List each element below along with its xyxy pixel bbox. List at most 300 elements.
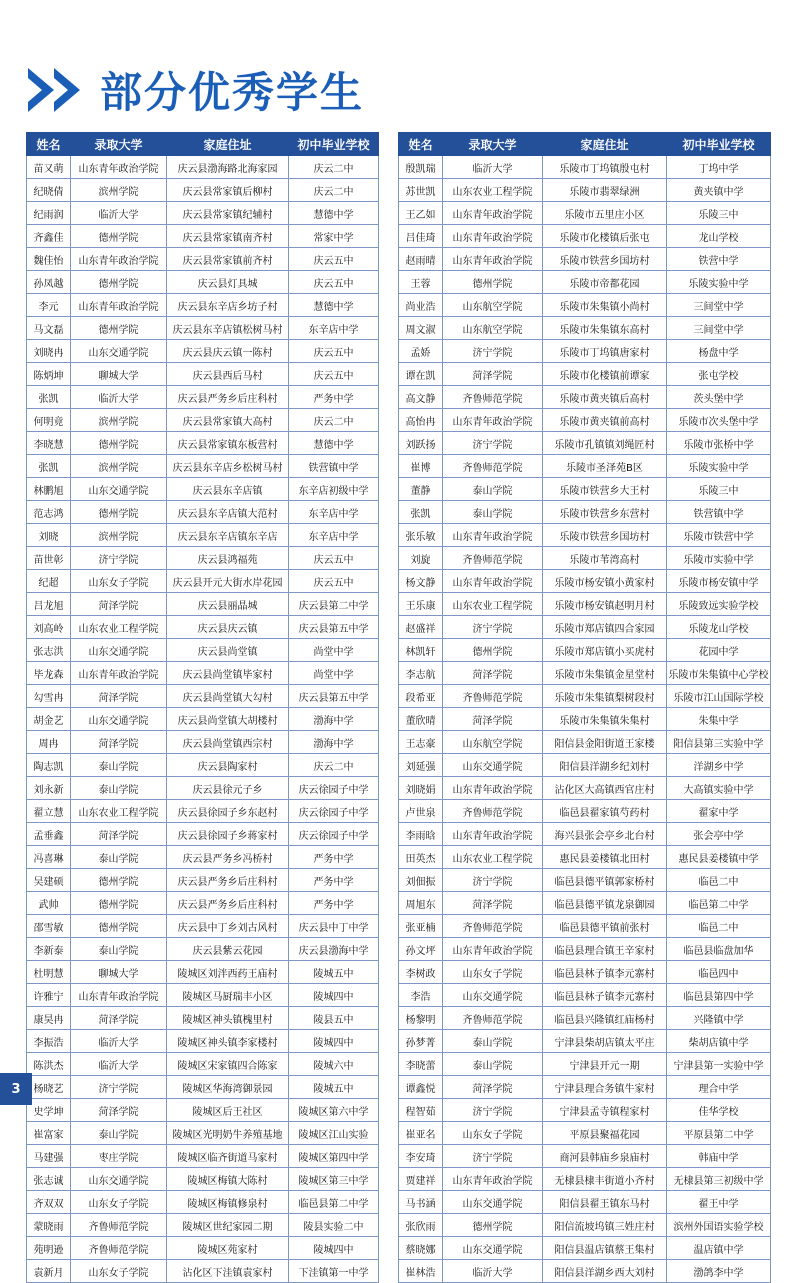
home-address: 庆云县尚堂镇大勾村 [167,685,289,708]
table-row [399,409,771,432]
middle-school: 慧德中学 [289,294,379,317]
middle-school: 临邑县第二中学 [289,1191,379,1214]
student-name: 贾建祥 [399,1168,443,1191]
university: 德州学院 [71,869,167,892]
table-row [399,1122,771,1145]
home-address: 庆云县陶家村 [167,754,289,777]
university: 泰山学院 [71,754,167,777]
home-address: 庆云县鸿福苑 [167,547,289,570]
home-address: 庆云县庆云镇一陈村 [167,340,289,363]
student-name: 张凯 [399,501,443,524]
table-row [27,823,379,846]
university: 齐鲁师范学院 [443,386,543,409]
student-name: 蒙晓雨 [27,1214,71,1237]
middle-school: 佳华学校 [667,1099,771,1122]
university: 菏泽学院 [71,685,167,708]
student-name: 齐鑫佳 [27,225,71,248]
university: 德州学院 [443,1214,543,1237]
student-table-right [398,132,771,1283]
university: 泰山学院 [443,478,543,501]
table-row [27,432,379,455]
middle-school: 庆云二中 [289,179,379,202]
middle-school: 常家中学 [289,225,379,248]
home-address: 乐陵市朱集镇小尚村 [543,294,667,317]
home-address: 乐陵市铁营乡东营村 [543,501,667,524]
table-row [399,1076,771,1099]
middle-school: 温店镇中学 [667,1237,771,1260]
university: 山东女子学院 [71,570,167,593]
table-row [27,1168,379,1191]
university: 山东青年政治学院 [443,570,543,593]
table-row [27,1191,379,1214]
table-row [399,777,771,800]
home-address: 阳信县洋湖乡西大刘村 [543,1260,667,1283]
table-row [399,984,771,1007]
university: 齐鲁师范学院 [443,685,543,708]
home-address: 庆云县渤海路北海家园 [167,156,289,179]
table-row [399,708,771,731]
middle-school: 庆云徐园子中学 [289,800,379,823]
home-address: 临邑县德平镇郭家桥村 [543,869,667,892]
student-name: 许雅宁 [27,984,71,1007]
student-name: 李振浩 [27,1030,71,1053]
middle-school: 临邑县临盘加华 [667,938,771,961]
middle-school: 庆云二中 [289,156,379,179]
home-address: 乐陵市铁营乡大王村 [543,478,667,501]
table-row [399,1214,771,1237]
table-row [399,639,771,662]
middle-school: 严务中学 [289,892,379,915]
home-address: 乐陵市杨安镇赵明月村 [543,593,667,616]
home-address: 乐陵市朱集镇东高村 [543,317,667,340]
university: 济宁学院 [71,1076,167,1099]
middle-school: 铁营镇中学 [289,455,379,478]
middle-school: 惠民县姜楼镇中学 [667,846,771,869]
university: 菏泽学院 [443,363,543,386]
student-name: 尚业浩 [399,294,443,317]
home-address: 乐陵市黄夹镇前高村 [543,409,667,432]
student-name: 刘高岭 [27,616,71,639]
university: 菏泽学院 [71,593,167,616]
home-address: 宁津县孟寺镇程家村 [543,1099,667,1122]
university: 山东女子学院 [443,961,543,984]
university: 山东交通学院 [443,1237,543,1260]
table-row [27,1237,379,1260]
student-name: 赵雨晴 [399,248,443,271]
student-name: 吕龙旭 [27,593,71,616]
table-row [399,869,771,892]
home-address: 惠民县姜楼镇北田村 [543,846,667,869]
university: 菏泽学院 [443,708,543,731]
university: 聊城大学 [71,961,167,984]
table-row [27,662,379,685]
university: 泰山学院 [71,1122,167,1145]
home-address: 庆云县常家镇前齐村 [167,248,289,271]
table-row [27,915,379,938]
home-address: 庆云县东辛店乡松树马村 [167,455,289,478]
table-row [399,800,771,823]
student-name: 武帅 [27,892,71,915]
home-address: 阳信县翟王镇东马村 [543,1191,667,1214]
university: 济宁学院 [443,1145,543,1168]
student-name: 马书涵 [399,1191,443,1214]
university: 泰山学院 [71,777,167,800]
table-row [399,271,771,294]
student-name: 李浩 [399,984,443,1007]
university: 济宁学院 [443,869,543,892]
student-name: 崔富家 [27,1122,71,1145]
student-name: 史学坤 [27,1099,71,1122]
home-address: 庆云县东辛店乡坊子村 [167,294,289,317]
middle-school: 乐陵致远实验学校 [667,593,771,616]
table-row [399,455,771,478]
university: 山东交通学院 [443,984,543,1007]
student-name: 王蓉 [399,271,443,294]
student-name: 杨晓艺 [27,1076,71,1099]
table-row [27,501,379,524]
header-middle-school: 初中毕业学校 [667,133,771,156]
university: 泰山学院 [443,1030,543,1053]
middle-school: 庆云五中 [289,570,379,593]
table-row [27,547,379,570]
home-address: 平原县聚福花园 [543,1122,667,1145]
home-address: 无棣县棣丰街道小齐村 [543,1168,667,1191]
table-row [27,179,379,202]
university: 山东青年政治学院 [443,524,543,547]
middle-school: 乐陵市次头堡中学 [667,409,771,432]
student-name: 苑明逊 [27,1237,71,1260]
home-address: 庆云县常家镇后柳村 [167,179,289,202]
table-row [399,938,771,961]
middle-school: 宁津县第一实验中学 [667,1053,771,1076]
university: 山东农业工程学院 [443,593,543,616]
home-address: 宁津县柴胡店镇太平庄 [543,1030,667,1053]
middle-school: 陵城六中 [289,1053,379,1076]
home-address: 陵城区华海湾御景园 [167,1076,289,1099]
university: 聊城大学 [71,363,167,386]
home-address: 庆云县尚堂镇毕家村 [167,662,289,685]
middle-school: 东辛店中学 [289,501,379,524]
student-name: 孙梦菁 [399,1030,443,1053]
university: 枣庄学院 [71,1145,167,1168]
table-row [399,202,771,225]
table-row [27,984,379,1007]
table-row [27,1007,379,1030]
table-row [399,179,771,202]
home-address: 庆云县庆云镇 [167,616,289,639]
table-row [27,1053,379,1076]
page-header [28,62,364,118]
home-address: 庆云县灯具城 [167,271,289,294]
university: 齐鲁师范学院 [71,1214,167,1237]
student-name: 刘旋 [399,547,443,570]
home-address: 庆云县常家镇纪辅村 [167,202,289,225]
student-name: 崔博 [399,455,443,478]
home-address: 阳信县金阳街道王家楼 [543,731,667,754]
table-row [399,225,771,248]
table-row [399,915,771,938]
table-row [399,616,771,639]
middle-school: 尚堂中学 [289,662,379,685]
university: 齐鲁师范学院 [443,915,543,938]
university: 德州学院 [443,639,543,662]
middle-school: 滨州外国语实验学校 [667,1214,771,1237]
student-name: 周旭东 [399,892,443,915]
student-name: 邵雪敏 [27,915,71,938]
middle-school: 乐陵市杨安镇中学 [667,570,771,593]
middle-school: 东辛店中学 [289,317,379,340]
middle-school: 东辛店初级中学 [289,478,379,501]
middle-school: 陵县实验二中 [289,1214,379,1237]
home-address: 临邑县德平镇前张村 [543,915,667,938]
home-address: 庆云县徐元子乡 [167,777,289,800]
table-row [399,1260,771,1283]
table-row [27,961,379,984]
university: 山东青年政治学院 [71,294,167,317]
middle-school: 张会亭中学 [667,823,771,846]
university: 山东农业工程学院 [443,179,543,202]
university: 泰山学院 [71,938,167,961]
middle-school: 庆云五中 [289,271,379,294]
table-row [399,731,771,754]
table-row [399,547,771,570]
table-row [399,432,771,455]
student-name: 刘永新 [27,777,71,800]
university: 菏泽学院 [443,662,543,685]
student-name: 孟垂鑫 [27,823,71,846]
middle-school: 东辛店中学 [289,524,379,547]
home-address: 庆云县徐园子乡蒋家村 [167,823,289,846]
student-name: 张乐敏 [399,524,443,547]
home-address: 乐陵市翡翠绿洲 [543,179,667,202]
student-name: 周文淑 [399,317,443,340]
middle-school: 临邑二中 [667,869,771,892]
university: 泰山学院 [443,501,543,524]
home-address: 临邑县德平镇龙泉御园 [543,892,667,915]
middle-school: 渤海中学 [289,708,379,731]
university: 济宁学院 [71,547,167,570]
table-row [27,685,379,708]
table-row [27,363,379,386]
middle-school: 庆云五中 [289,340,379,363]
table-row [27,777,379,800]
student-name: 张欣雨 [399,1214,443,1237]
home-address: 陵城区世纪家园二期 [167,1214,289,1237]
home-address: 乐陵市杨安镇小黄家村 [543,570,667,593]
university: 山东青年政治学院 [443,777,543,800]
table-row [27,1214,379,1237]
middle-school: 下洼镇第一中学 [289,1260,379,1283]
home-address: 商河县韩庙乡泉庙村 [543,1145,667,1168]
middle-school: 陵县五中 [289,1007,379,1030]
student-name: 李安琦 [399,1145,443,1168]
home-address: 陵城区神头镇李家楼村 [167,1030,289,1053]
home-address: 阳信县温店镇蔡王集村 [543,1237,667,1260]
middle-school: 杨盘中学 [667,340,771,363]
university: 山东航空学院 [443,317,543,340]
table-row [399,294,771,317]
student-name: 刘延强 [399,754,443,777]
table-row [27,1030,379,1053]
table-row [399,961,771,984]
university: 济宁学院 [443,1099,543,1122]
middle-school: 洋湖乡中学 [667,754,771,777]
middle-school: 黄夹镇中学 [667,179,771,202]
student-name: 吴建硕 [27,869,71,892]
student-name: 谭在凯 [399,363,443,386]
middle-school: 陵城四中 [289,1237,379,1260]
home-address: 庆云县开元大街水岸花园 [167,570,289,593]
university: 济宁学院 [443,340,543,363]
middle-school: 庆云县渤海中学 [289,938,379,961]
table-row [399,156,771,179]
home-address: 庆云县严务乡后庄科村 [167,386,289,409]
university: 泰山学院 [443,1053,543,1076]
table-row [27,938,379,961]
home-address: 宁津县理合务镇牛家村 [543,1076,667,1099]
home-address: 陵城区马厨瑞丰小区 [167,984,289,1007]
student-name: 王乐康 [399,593,443,616]
table-row [27,892,379,915]
header-middle-school: 初中毕业学校 [289,133,379,156]
middle-school: 乐陵实验中学 [667,455,771,478]
university: 德州学院 [71,432,167,455]
middle-school: 铁营中学 [667,248,771,271]
home-address: 乐陵市铁营乡国坊村 [543,524,667,547]
home-address: 乐陵市朱集镇梨树段村 [543,685,667,708]
middle-school: 丁坞中学 [667,156,771,179]
student-name: 纪超 [27,570,71,593]
university: 山东女子学院 [71,1191,167,1214]
home-address: 临邑县林子镇李元寨村 [543,984,667,1007]
middle-school: 陵城四中 [289,1030,379,1053]
university: 济宁学院 [443,432,543,455]
student-name: 程智茹 [399,1099,443,1122]
student-name: 齐双双 [27,1191,71,1214]
university: 山东交通学院 [71,478,167,501]
middle-school: 严务中学 [289,846,379,869]
middle-school: 乐陵三中 [667,478,771,501]
middle-school: 乐陵实验中学 [667,271,771,294]
university: 德州学院 [71,225,167,248]
middle-school: 庆云县中丁中学 [289,915,379,938]
student-name: 纪晓倩 [27,179,71,202]
home-address: 阳信县洋湖乡纪刘村 [543,754,667,777]
home-address: 乐陵市郑店镇四合家园 [543,616,667,639]
table-row [399,501,771,524]
university: 山东交通学院 [443,754,543,777]
table-row [27,639,379,662]
university: 菏泽学院 [71,1007,167,1030]
university: 德州学院 [71,915,167,938]
table-row [399,524,771,547]
university: 山东农业工程学院 [71,616,167,639]
table-row [27,340,379,363]
home-address: 沾化区下洼镇袁家村 [167,1260,289,1283]
home-address: 乐陵市苇湾高村 [543,547,667,570]
student-name: 冯喜琳 [27,846,71,869]
header-address: 家庭住址 [543,133,667,156]
home-address: 乐陵市郑店镇小买虎村 [543,639,667,662]
student-name: 胡金艺 [27,708,71,731]
student-name: 张亚楠 [399,915,443,938]
middle-school: 陵城五中 [289,1076,379,1099]
middle-school: 乐陵市实验中学 [667,547,771,570]
university: 德州学院 [71,892,167,915]
home-address: 临邑县理合镇王辛家村 [543,938,667,961]
table-row [27,1260,379,1283]
student-name: 崔亚名 [399,1122,443,1145]
home-address: 庆云县严务乡后庄科村 [167,892,289,915]
middle-school: 乐陵市江山国际学校 [667,685,771,708]
university: 山东青年政治学院 [443,938,543,961]
home-address: 乐陵市五里庄小区 [543,202,667,225]
student-name: 张志洪 [27,639,71,662]
middle-school: 乐陵三中 [667,202,771,225]
student-name: 李志航 [399,662,443,685]
table-row [399,1007,771,1030]
middle-school: 慧德中学 [289,202,379,225]
home-address: 庆云县东辛店镇松树马村 [167,317,289,340]
student-name: 孟娇 [399,340,443,363]
table-row [399,754,771,777]
header-university: 录取大学 [443,133,543,156]
home-address: 陵城区宋家镇四合陈家 [167,1053,289,1076]
university: 山东交通学院 [71,639,167,662]
table-row [399,593,771,616]
student-name: 卢世泉 [399,800,443,823]
middle-school: 庆云徐园子中学 [289,777,379,800]
student-name: 魏佳怡 [27,248,71,271]
middle-school: 陵城四中 [289,984,379,1007]
middle-school: 韩庙中学 [667,1145,771,1168]
home-address: 乐陵市孔镇镇刘绳匠村 [543,432,667,455]
university: 山东交通学院 [71,340,167,363]
table-row [399,823,771,846]
student-name: 刘佃振 [399,869,443,892]
university: 山东青年政治学院 [443,225,543,248]
table-row [27,202,379,225]
middle-school: 慧德中学 [289,432,379,455]
university: 山东青年政治学院 [443,823,543,846]
home-address: 乐陵市丁坞镇殷屯村 [543,156,667,179]
home-address: 庆云县尚堂镇大胡楼村 [167,708,289,731]
middle-school: 龙山学校 [667,225,771,248]
university: 山东交通学院 [71,708,167,731]
home-address: 沾化区大高镇西官庄村 [543,777,667,800]
student-name: 刘晓 [27,524,71,547]
home-address: 临邑县林子镇李元寨村 [543,961,667,984]
middle-school: 朱集中学 [667,708,771,731]
table-row [27,869,379,892]
table-row [27,846,379,869]
middle-school: 平原县第二中学 [667,1122,771,1145]
middle-school: 陵城五中 [289,961,379,984]
table-row [399,317,771,340]
home-address: 临邑县兴隆镇红庙杨村 [543,1007,667,1030]
student-name: 孙文坪 [399,938,443,961]
table-row [27,731,379,754]
student-name: 毕龙森 [27,662,71,685]
student-name: 杜明慧 [27,961,71,984]
home-address: 庆云县丽晶城 [167,593,289,616]
home-address: 陵城区光明奶牛养殖基地 [167,1122,289,1145]
university: 山东交通学院 [443,1191,543,1214]
university: 齐鲁师范学院 [443,547,543,570]
table-row [27,524,379,547]
student-name: 苗又萌 [27,156,71,179]
table-row [27,570,379,593]
